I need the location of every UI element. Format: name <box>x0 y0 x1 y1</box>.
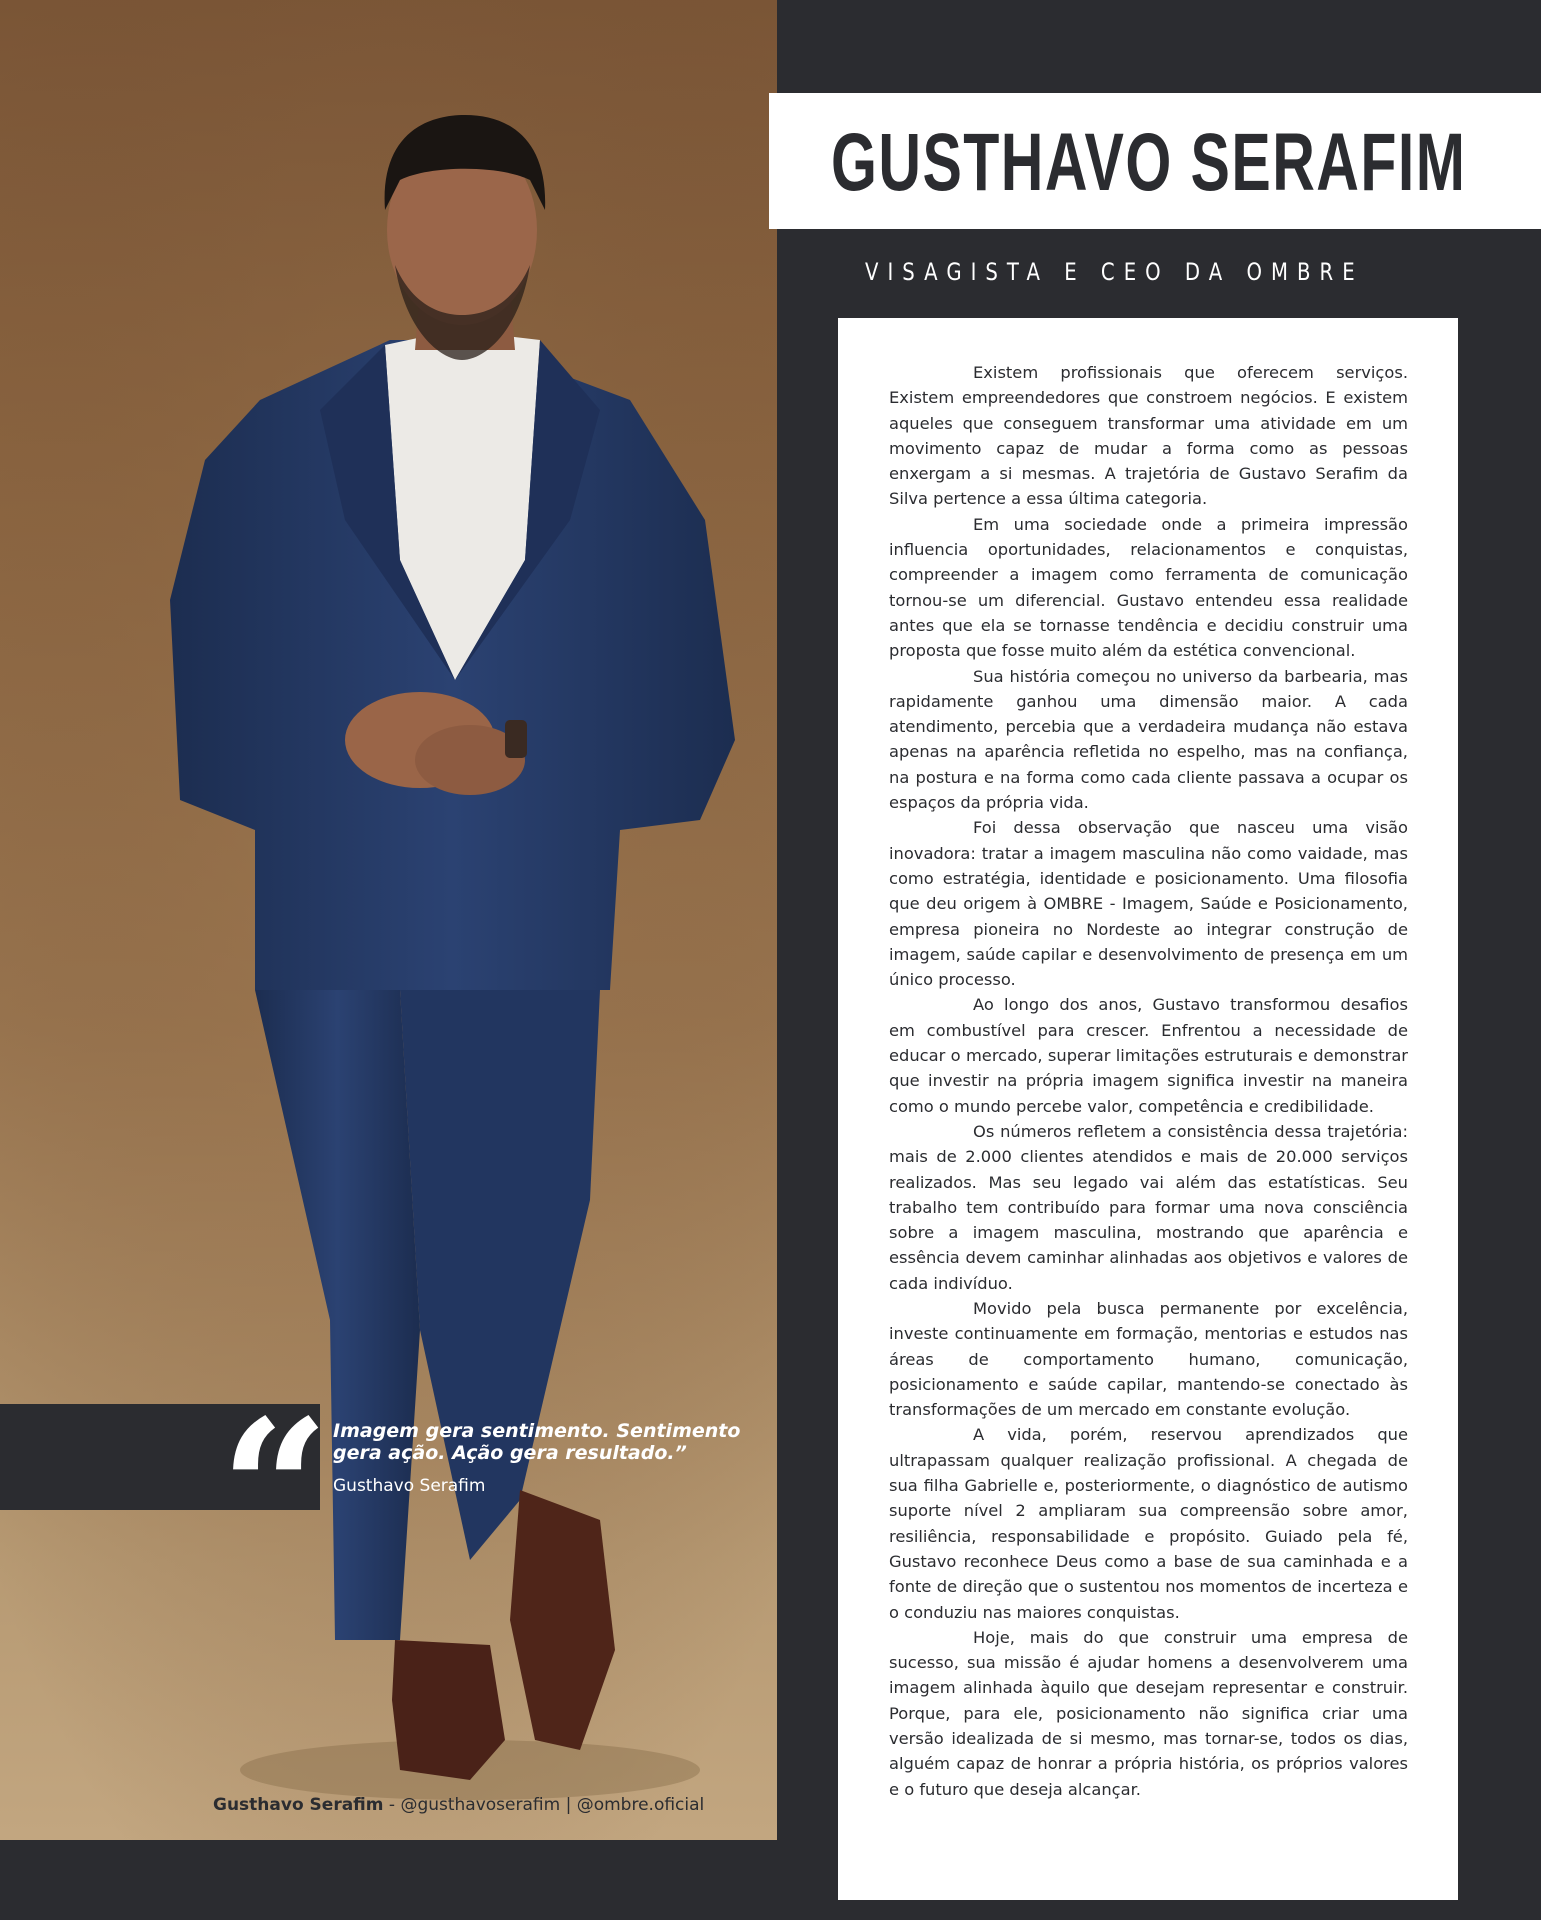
article-paragraph: Os números refletem a consistência dessa trajetória: mais de 2.000 clientes atendidos e mais de 20.000 serviços realizados. Mas seu legado vai além das estatísticas. Seu trabalho tem contribuído para formar uma nova consciência sobre a imagem masculina, mostrando que aparência e essência devem caminhar alinhadas aos objetivos e valores de cada indivíduo. <box>889 1121 1408 1293</box>
article-paragraph: Ao longo dos anos, Gustavo transformou desafios em combustível para crescer. Enfrentou a necessidade de educar o mercado, superar limitações estruturais e demonstrar que investir na própria imagem significa investir na maneira como o mundo percebe valor, competência e credibilidade. <box>889 995 1408 1116</box>
photo-credit <box>213 1795 704 1815</box>
quote-text: Imagem gera sentimento. Sentimento gera ação. Ação gera resultado.” <box>333 1420 741 1464</box>
page-subtitle: VISAGISTA E CEO DA OMBRE <box>865 258 1364 286</box>
article-paragraph: Hoje, mais do que construir uma empresa de sucesso, sua missão é ajudar homens a desenvolverem uma imagem alinhada àquilo que desejam representar e construir. Porque, para ele, posicionamento não significa criar uma versão idealizada de si mesmo, mas tornar-se, todos os dias, alguém capaz de honrar a própria história, os próprios valores e o futuro que deseja alcançar. <box>889 1627 1408 1799</box>
article-paragraph: Em uma sociedade onde a primeira impressão influencia oportunidades, relacionamentos e conquistas, compreender a imagem como ferramenta de comunicação tornou-se um diferencial. Gustavo entendeu essa realidade antes que ela se tornasse tendência e decidiu construir uma proposta que fosse muito além da estética convencional. <box>889 514 1408 661</box>
article-body <box>889 360 1408 1802</box>
article-paragraph: Existem profissionais que oferecem serviços. Existem empreendedores que constroem negócios. E existem aqueles que conseguem transformar uma atividade em um movimento capaz de mudar a forma como as pessoas enxergam a si mesmas. A trajetória de Gustavo Serafim da Silva pertence a essa última categoria. <box>889 363 1408 509</box>
page-title: GUSTHAVO SERAFIM <box>831 117 1467 208</box>
article-paragraph: Movido pela busca permanente por excelência, investe continuamente em formação, mentorias e estudos nas áreas de comportamento humano, comunicação, posicionamento e saúde capilar, mantendo-se conectado às transformações de um mercado em constante evolução. <box>889 1298 1408 1420</box>
photo-credit-name: Gusthavo Serafim <box>213 1795 384 1815</box>
portrait-illustration <box>0 0 777 1840</box>
quote-mark-icon: “ <box>220 1378 330 1601</box>
article-paragraph: A vida, porém, reservou aprendizados que ultrapassam qualquer realização profissional. A chegada de sua filha Gabrielle e, posteriormente, o diagnóstico de autismo suporte nível 2 ampliaram sua compreensão sobre amor, resiliência, responsabilidade e propósito. Guiado pela fé, Gustavo reconhece Deus como a base de sua caminhada e a fonte de direção que o sustentou nos momentos de incerteza e o conduziu nas maiores conquistas. <box>889 1425 1408 1622</box>
article-paragraph: Foi dessa observação que nasceu uma visão inovadora: tratar a imagem masculina não como vaidade, mas como estratégia, identidade e posicionamento. Uma filosofia que deu origem à OMBRE - Imagem, Saúde e Posicionamento, empresa pioneira no Nordeste ao integrar construção de imagem, saúde capilar e desenvolvimento de presença em um único processo. <box>889 818 1408 990</box>
quote-author: Gusthavo Serafim <box>333 1476 486 1496</box>
article-paragraph: Sua história começou no universo da barbearia, mas rapidamente ganhou uma dimensão maior. A cada atendimento, percebia que a verdadeira mudança não estava apenas na aparência refletida no espelho, mas na confiança, na postura e na forma como cada cliente passava a ocupar os espaços da própria vida. <box>889 666 1408 813</box>
portrait-photo <box>0 0 777 1840</box>
photo-credit-handles: - @gusthavoserafim | @ombre.oficial <box>383 1795 705 1815</box>
